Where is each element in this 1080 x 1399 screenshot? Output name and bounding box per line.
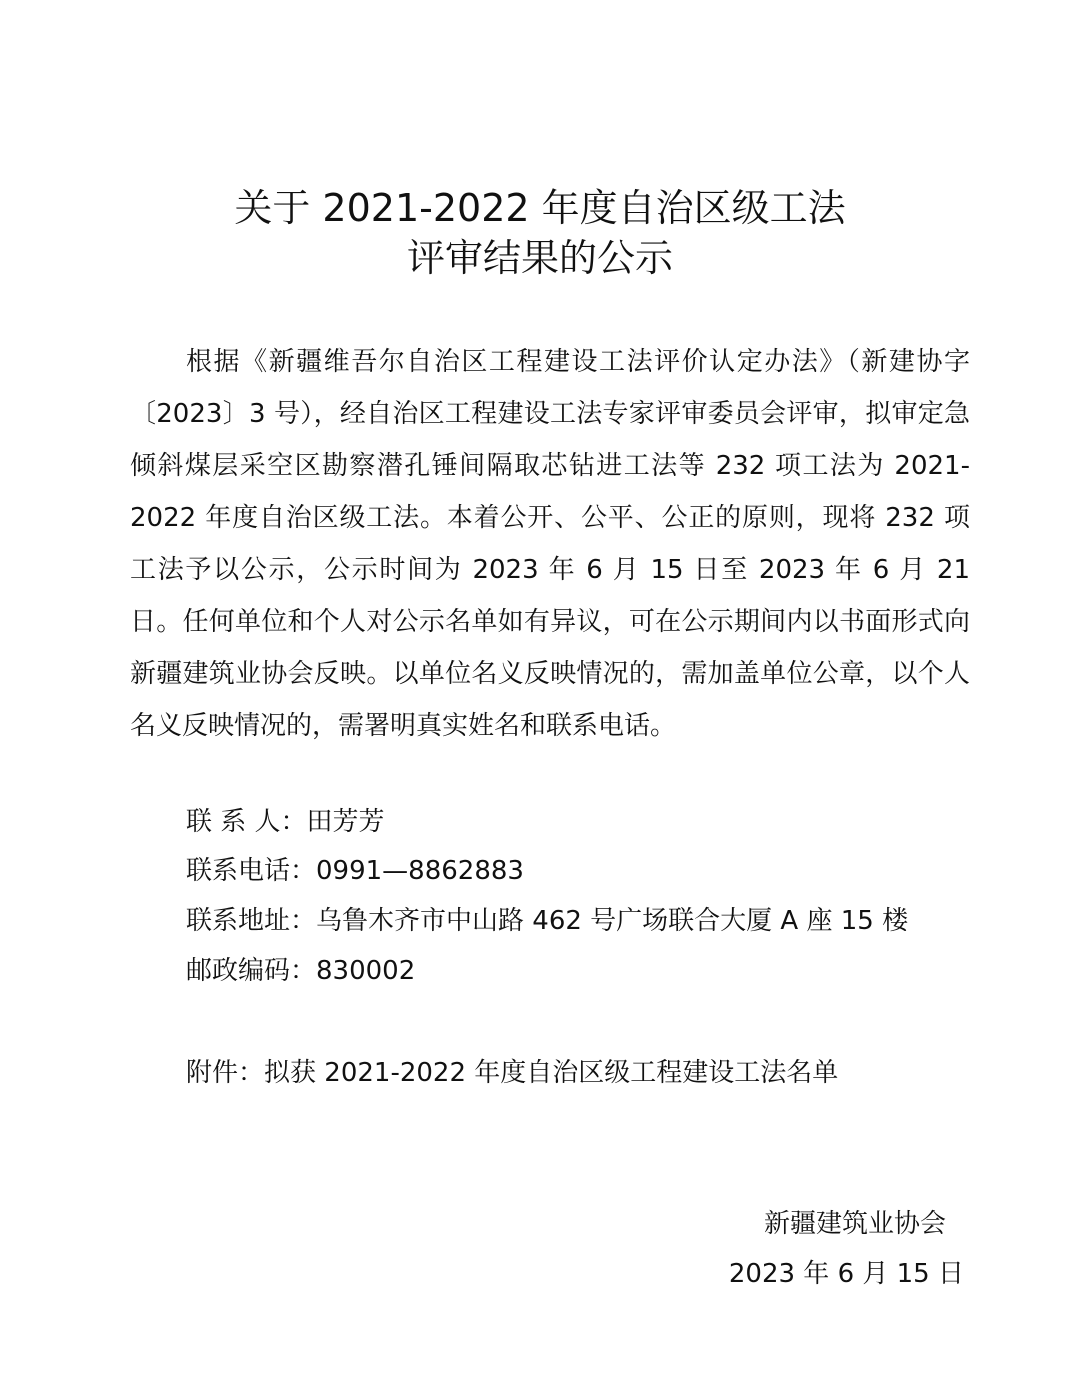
contact-address-row	[186, 895, 908, 947]
main-paragraph: 根据《新疆维吾尔自治区工程建设工法评价认定办法》（新建协字〔2023〕3 号），经自治区工程建设工法专家评审委员会评审，拟审定急倾斜煤层采空区勘察潜孔锤间隔取芯钻进工法等 232 项工法为 2021-2022 年度自治区级工法。本着公开、公平、公正的原则，现将 232 项工法予以公示，公示时间为 2023 年 6 月 15 日至 2023 年 6 月 21 日。任何单位和个人对公示名单如有异议，可在公示期间内以书面形式向新疆建筑业协会反映。以单位名义反映情况的，需加盖单位公章，以个人名义反映情况的，需署明真实姓名和联系电话。	[130, 347, 970, 741]
contact-phone-value: 0991—8862883	[316, 856, 524, 886]
signature-date: 2023 年 6 月 15 日	[728, 1259, 964, 1289]
contact-address-value: 乌鲁木齐市中山路 462 号广场联合大厦 A 座 15 楼	[316, 906, 909, 936]
contact-person-label: 联 系 人：	[186, 807, 307, 837]
attachment-row	[186, 1047, 838, 1099]
contact-phone-label: 联系电话：	[186, 856, 317, 886]
contact-person-value: 田芳芳	[306, 807, 385, 837]
document-title-line1: 关于 2021-2022 年度自治区级工法	[234, 186, 846, 230]
contact-phone-row	[186, 845, 524, 897]
contact-postcode-row	[186, 945, 415, 997]
contact-postcode-label: 邮政编码：	[186, 956, 317, 986]
contact-address-label: 联系地址：	[186, 906, 317, 936]
signature-organization: 新疆建筑业协会	[763, 1209, 946, 1239]
document-body	[130, 336, 970, 752]
document-title-line2: 评审结果的公示	[406, 236, 673, 280]
attachment-label: 附件：	[186, 1058, 265, 1088]
attachment-value: 拟获 2021-2022 年度自治区级工程建设工法名单	[264, 1058, 839, 1088]
contact-person-row	[186, 796, 385, 848]
contact-postcode-value: 830002	[316, 956, 416, 986]
